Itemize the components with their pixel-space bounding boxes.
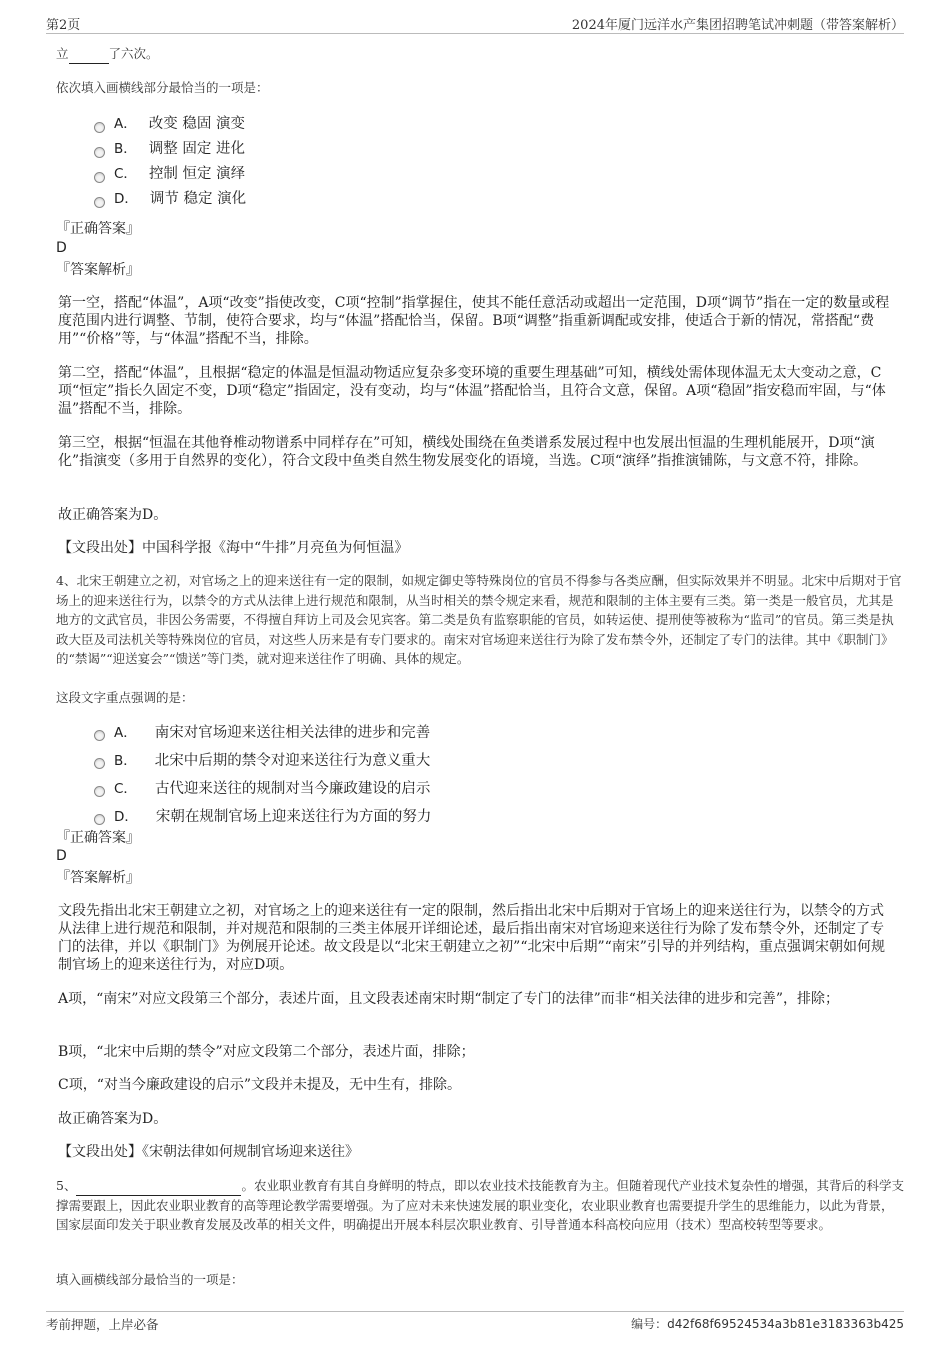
q3-tail-line: 立 了六次。 [56,42,904,64]
radio-icon[interactable] [94,122,105,133]
q3-answer-heading: 『正确答案』 [56,221,140,237]
document-id: 编号：d42f68f69524534a3b81e3183363b425 [631,1317,904,1331]
q3-answer: D [56,240,67,256]
q4-analysis-heading: 『答案解析』 [56,870,140,886]
q3-option-c[interactable]: C． 控制 恒定 演绎 [94,162,950,187]
q4-analysis-p1: 文段先指出北宋王朝建立之初，对官场之上的迎来送往有一定的限制，然后指出北宋中后期对于官场上的迎来送往行为，以禁令的方式从法律上进行规范和限制，并对规范和限制的三类主体展开详细论述，最后指出南宋对官场迎来送往行为除了发布禁令外，还制定了专门的法律，并以《职制门》为例展开论述。故文段是以“北宋王朝建立之初”“北宋中后期”“南宋”引导的并列结构，重点强调宋朝如何规制官场上的迎来送往行为，对应D项。 [58,903,885,973]
q3-source: 【文段出处】中国科学报《海中“牛排”月亮鱼为何恒温》 [58,540,409,556]
radio-icon[interactable] [94,758,105,769]
q3-conclusion: 故正确答案为D。 [58,507,168,523]
q3-analysis-p2: 第二空，搭配“体温”，且根据“稳定的体温是恒温动物适应复杂多变环境的重要生理基础”可知，横线处需体现体温无太大变动之意，C项“恒定”指长久固定不变，D项“稳定”指固定，没有变动，均与“体温”搭配恰当，且符合文意，保留。A项“稳固”指安稳而牢固，与“体温”搭配不当，排除。 [58,365,886,417]
radio-icon[interactable] [94,197,105,208]
q4-analysis-p3: B项，“北宋中后期的禁令”对应文段第二个部分，表述片面，排除； [58,1044,475,1060]
radio-icon[interactable] [94,730,105,741]
q3-options [94,112,950,212]
q4-source: 【文段出处】《宋朝法律如何规制官场迎来送往》 [58,1144,359,1160]
fill-blank [69,42,109,64]
q4-passage: 4、北宋王朝建立之初，对官场之上的迎来送往有一定的限制，如规定御史等特殊岗位的官员不得参与各类应酬，但实际效果并不明显。北宋中后期对于官场上的迎来送往行为，以禁令的方式从法律上进行规范和限制，从当时相关的禁令规定来看，规范和限制的主体主要有三类。第一类是一般官员，尤其是地方的文武官员，非因公务需要，不得擅自拜访上司及会见宾客。第二类是负有监察职能的官员，如转运使、提刑使等被称为“监司”的官员。第三类是执政大臣及司法机关等特殊岗位的官员，对这些人历来是有专门要求的。南宋对官场迎来送往行为除了发布禁令外，还制定了专门的法律。其中《职制门》的“禁谒”“迎送宴会”“馈送”等门类，就对迎来送往作了明确、具体的规定。 [56,573,902,666]
q3-prompt: 依次填入画横线部分最恰当的一项是： [56,80,269,95]
radio-icon[interactable] [94,147,105,158]
q5-number: 5、 [56,1178,77,1193]
document-title: 2024年厦门远洋水产集团招聘笔试冲刺题（带答案解析） [571,18,904,33]
q4-option-a[interactable]: A． 南宋对官场迎来送往相关法律的进步和完善 [94,719,950,747]
q4-answer: D [56,848,67,864]
q4-answer-heading: 『正确答案』 [56,830,140,846]
radio-icon[interactable] [94,814,105,825]
radio-icon[interactable] [94,172,105,183]
q4-options [94,719,950,831]
radio-icon[interactable] [94,786,105,797]
q5-passage-block [56,1175,904,1235]
page-header [46,14,904,34]
q4-analysis-p2: A项，“南宋”对应文段第三个部分，表述片面，且文段表述南宋时期“制定了专门的法律”而非“相关法律的进步和完善”，排除； [58,991,840,1007]
page-number: 第2页 [46,18,81,33]
q4-option-b[interactable]: B． 北宋中后期的禁令对迎来送往行为意义重大 [94,747,950,775]
footer-slogan: 考前押题，上岸必备 [46,1317,159,1332]
q3-option-a[interactable]: A． 改变 稳固 演变 [94,112,950,137]
q4-conclusion: 故正确答案为D。 [58,1111,168,1127]
q3-option-d[interactable]: D． 调节 稳定 演化 [94,187,950,212]
q4-analysis-p4: C项，“对当今廉政建设的启示”文段并未提及，无中生有，排除。 [58,1077,462,1093]
fill-blank [76,1175,241,1196]
q3-analysis-p3: 第三空，根据“恒温在其他脊椎动物谱系中同样存在”可知，横线处围绕在鱼类谱系发展过程中也发展出恒温的生理机能展开，D项“演化”指演变（多用于自然界的变化），符合文段中鱼类自然生物发展变化的语境，当选。C项“演绎”指推演铺陈，与文意不符，排除。 [58,435,875,469]
q5-passage: 。农业职业教育有其自身鲜明的特点，即以农业技术技能教育为主。但随着现代产业技术复杂性的增强，其背后的科学支撑需要跟上，因此农业职业教育的高等理论教学需要增强。为了应对未来快速发展的职业变化，农业职业教育也需要提升学生的思维能力，以此为背景，国家层面印发关于职业教育发展及改革的相关文件，明确提出开展本科层次职业教育、引导普通本科高校向应用（技术）型高校转型等要求。 [56,1178,904,1232]
q4-option-c[interactable]: C． 古代迎来送往的规制对当今廉政建设的启示 [94,775,950,803]
q3-analysis-p1: 第一空，搭配“体温”，A项“改变”指使改变，C项“控制”指掌握住，使其不能任意活动或超出一定范围，D项“调节”指在一定的数量或程度范围内进行调整、节制，使符合要求，均与“体温”搭配恰当，保留。B项“调整”指重新调配或安排，使适合于新的情况，常搭配“费用”“价格”等，与“体温”搭配不当，排除。 [58,295,890,347]
q5-prompt: 填入画横线部分最恰当的一项是： [56,1272,244,1287]
q3-analysis-heading: 『答案解析』 [56,262,140,278]
q3-option-b[interactable]: B． 调整 固定 进化 [94,137,950,162]
q4-option-d[interactable]: D． 宋朝在规制官场上迎来送往行为方面的努力 [94,803,950,831]
page-footer [46,1311,904,1333]
q4-prompt: 这段文字重点强调的是： [56,690,194,705]
